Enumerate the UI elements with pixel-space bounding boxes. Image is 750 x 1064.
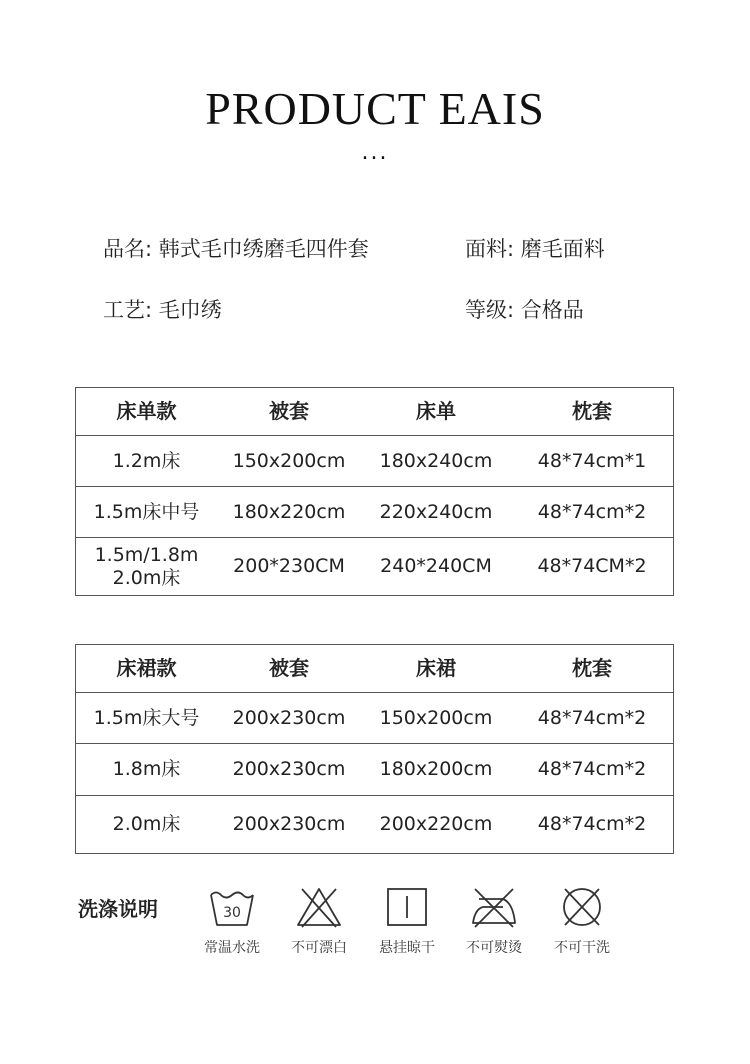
fabric-label: 面料: <box>465 237 515 261</box>
grade-label: 等级: <box>465 298 515 322</box>
care-item-no-dry-clean <box>537 885 627 957</box>
table-header-cell: 床裙 <box>416 656 456 680</box>
table-cell: 1.8m床 <box>76 744 218 796</box>
table-header-cell: 被套 <box>269 399 309 423</box>
table-row <box>76 436 674 487</box>
size-line-2: 2.0m床 <box>112 566 181 589</box>
table-row <box>76 693 674 744</box>
size-line-1: 1.5m/1.8m <box>94 543 199 566</box>
table-cell: 1.2m床 <box>76 436 218 487</box>
table-cell: 200x220cm <box>361 796 511 854</box>
table-cell: 1.5m床中号 <box>76 487 218 538</box>
table-cell: 150x200cm <box>361 693 511 744</box>
table-row <box>76 744 674 796</box>
no-bleach-icon <box>294 885 344 929</box>
table-header-cell: 枕套 <box>572 656 612 680</box>
craft-label: 工艺: <box>103 298 153 322</box>
table-row <box>76 538 674 596</box>
table-cell: 150x200cm <box>217 436 361 487</box>
care-caption: 不可漂白 <box>291 940 347 956</box>
table-header-row <box>76 645 674 693</box>
craft-value: 毛巾绣 <box>158 298 222 322</box>
care-instructions-label: 洗涤说明 <box>78 897 158 921</box>
no-iron-icon <box>469 885 519 929</box>
table-header-cell: 被套 <box>269 656 309 680</box>
care-caption: 不可干洗 <box>554 940 610 956</box>
care-caption: 常温水洗 <box>204 940 260 956</box>
table-cell: 48*74cm*2 <box>511 744 674 796</box>
table-cell: 2.0m床 <box>76 796 218 854</box>
grade-value: 合格品 <box>520 298 584 322</box>
info-grade <box>465 294 584 324</box>
table-header-cell: 枕套 <box>572 399 612 423</box>
table-cell: 48*74cm*2 <box>511 693 674 744</box>
title-dots: ... <box>361 140 389 165</box>
care-item-no-iron <box>449 885 539 957</box>
wash-30-icon <box>207 885 257 929</box>
care-item-no-bleach <box>274 885 364 957</box>
table-cell: 240*240CM <box>361 538 511 596</box>
page-title: PRODUCT EAIS <box>205 83 545 134</box>
sheet-size-table <box>75 387 674 596</box>
table-cell: 48*74cm*2 <box>511 796 674 854</box>
table-cell: 48*74cm*2 <box>511 487 674 538</box>
hang-dry-icon <box>382 885 432 929</box>
table-cell: 180x220cm <box>217 487 361 538</box>
table-cell: 48*74CM*2 <box>511 538 674 596</box>
product-name-label: 品名: <box>103 237 153 261</box>
table-cell: 200*230CM <box>217 538 361 596</box>
table-cell: 200x230cm <box>217 744 361 796</box>
skirt-size-table <box>75 644 674 854</box>
table-header-cell: 床单 <box>416 399 456 423</box>
table-cell: 1.5m床大号 <box>76 693 218 744</box>
table-cell: 220x240cm <box>361 487 511 538</box>
table-cell: 48*74cm*1 <box>511 436 674 487</box>
table-header-cell: 床裙款 <box>116 656 177 680</box>
info-craft <box>103 294 222 324</box>
info-fabric <box>465 233 605 263</box>
table-cell: 200x230cm <box>217 693 361 744</box>
wash-temperature: 30 <box>223 905 241 921</box>
table-cell: 180x200cm <box>361 744 511 796</box>
table-cell <box>76 538 218 596</box>
table-row <box>76 796 674 854</box>
table-cell: 200x230cm <box>217 796 361 854</box>
table-row <box>76 487 674 538</box>
table-header-cell: 床单款 <box>116 399 177 423</box>
no-dry-clean-icon <box>557 885 607 929</box>
care-caption: 不可熨烫 <box>466 940 522 956</box>
table-header-row <box>76 388 674 436</box>
product-name-value: 韩式毛巾绣磨毛四件套 <box>158 237 369 261</box>
care-caption: 悬挂晾干 <box>379 940 435 956</box>
care-item-hang-dry <box>362 885 452 957</box>
table-cell: 180x240cm <box>361 436 511 487</box>
fabric-value: 磨毛面料 <box>520 237 605 261</box>
info-product-name <box>103 233 369 263</box>
care-item-wash <box>187 885 277 957</box>
